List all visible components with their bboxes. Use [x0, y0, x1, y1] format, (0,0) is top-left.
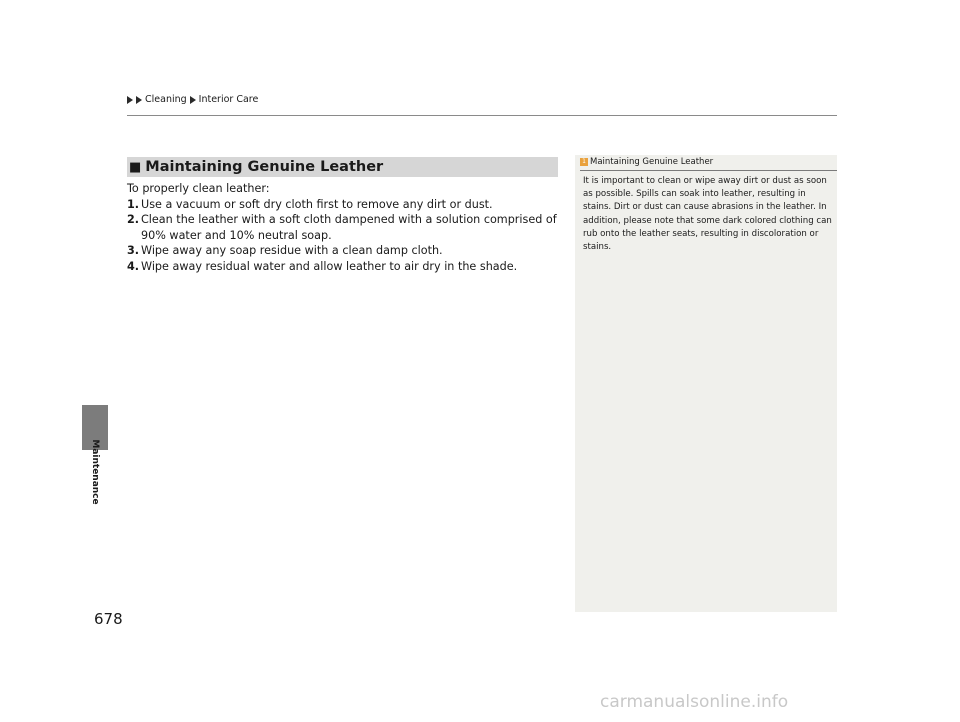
step-item — [127, 212, 567, 243]
step-text: Clean the leather with a soft cloth dampened with a solution comprised of 90% water and 10% neutral soap. — [141, 213, 557, 242]
step-text: Use a vacuum or soft dry cloth first to remove any dirt or dust. — [141, 197, 493, 211]
chapter-tab-label: Maintenance — [90, 439, 100, 505]
section-heading — [127, 157, 558, 177]
step-text: Wipe away residual water and allow leather to air dry in the shade. — [141, 259, 518, 273]
square-bullet-icon: ■ — [129, 159, 142, 175]
reference-icon: 1 — [580, 158, 588, 166]
step-item — [127, 197, 567, 213]
step-number: 3. — [127, 244, 140, 257]
breadcrumb — [127, 94, 258, 105]
header-rule — [127, 115, 837, 116]
note-title-text: Maintaining Genuine Leather — [590, 157, 714, 167]
intro-text: To properly clean leather: — [127, 182, 270, 195]
note-rule — [580, 170, 837, 171]
arrow-right-icon — [136, 96, 142, 104]
section-title: Maintaining Genuine Leather — [145, 159, 384, 175]
page-number: 678 — [94, 610, 123, 628]
arrow-right-icon — [190, 96, 196, 104]
step-text: Wipe away any soap residue with a clean damp cloth. — [141, 244, 443, 257]
breadcrumb-item-interior-care[interactable]: Interior Care — [198, 94, 259, 105]
step-item — [127, 259, 567, 275]
watermark: carmanualsonline.info — [600, 692, 789, 712]
section-body — [127, 181, 567, 274]
step-number: 1. — [127, 197, 140, 211]
arrow-right-icon — [127, 96, 133, 104]
breadcrumb-item-cleaning[interactable]: Cleaning — [145, 94, 187, 105]
step-number: 4. — [127, 259, 140, 273]
step-item — [127, 243, 567, 259]
step-number: 2. — [127, 213, 140, 226]
note-title — [580, 157, 837, 167]
note-body: It is important to clean or wipe away dirt or dust as soon as possible. Spills can soak into leather, resulting in stains. Dirt or dust can cause abrasions in the leather. In addition, please note that some dark colored clothing can rub onto the leather seats, resulting in discoloration or stains. — [583, 176, 832, 253]
